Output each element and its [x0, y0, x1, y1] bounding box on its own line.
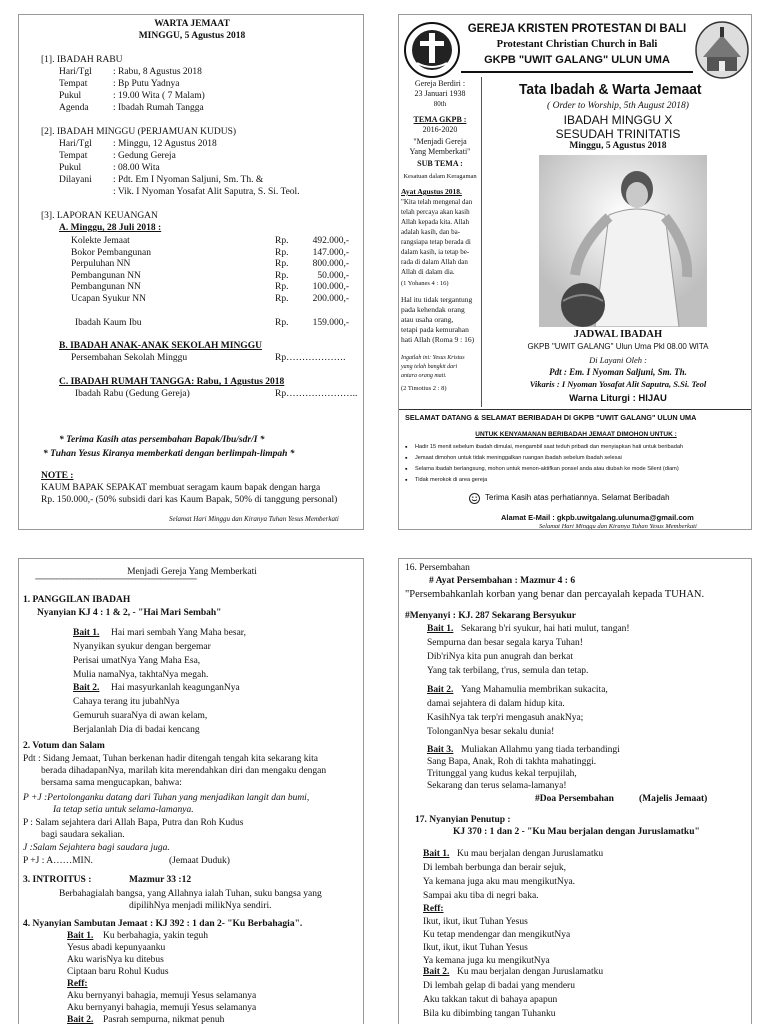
page-warta-jemaat [18, 14, 364, 530]
verse-line: dalam kasih, ia tetap be- [401, 248, 470, 256]
verse-line: Di lembah gelap di badai yang menderu [423, 981, 575, 991]
page-cover [398, 14, 752, 530]
verse-line: Ya kemana juga ku mengikutNya [423, 956, 550, 966]
finance-currency: Rp. [275, 270, 289, 281]
blessing-line: * Tuhan Yesus Kiranya memberkati dengan berlimpah-limpah * [43, 449, 295, 459]
finance-currency: Rp. [275, 247, 289, 258]
detail-value: : Vik. I Nyoman Yosafat Alit Saputra, S. Si. Teol. [113, 187, 300, 197]
verse-label: Bait 1. [67, 931, 94, 941]
bullet-icon: ▪ [405, 476, 408, 484]
column-divider [481, 77, 482, 407]
detail-value: : Ibadah Rumah Tangga [113, 103, 204, 113]
verse-line: rada di dalam Allah dan [401, 258, 468, 266]
berdiri-date: 23 Januari 1938 [414, 89, 466, 98]
separator: ======================================================== [35, 577, 197, 583]
verse-line: Berjalanlah Dia di badai kencang [73, 725, 200, 735]
verse-line: rangsiapa tetap berada di [401, 238, 471, 246]
congregation-name: GKPB "UWIT GALANG" ULUN UMA [484, 54, 670, 66]
tata-ibadah-title: Tata Ibadah & Warta Jemaat [519, 81, 702, 98]
verse-line: Nyanyikan syukur dengan bergemar [73, 642, 211, 652]
offering-verse: "Persembahkanlah korban yang benar dan percayalah kepada TUHAN. [405, 589, 705, 600]
gkpb-logo-icon [403, 21, 461, 79]
offering-prayer: #Doa Persembahan [535, 794, 614, 804]
verse-label: Bait 1. [73, 628, 100, 638]
section-heading: 17. Nyanyian Penutup : [415, 815, 511, 825]
liturgy-line: bersama sama mengucapkan, bahwa: [41, 778, 182, 788]
dilayani-label: Di Layani Oleh : [589, 355, 647, 365]
verse-reference: (1 Yohanes 4 : 16) [401, 280, 449, 287]
liturgy-color: Warna Liturgi : HIJAU [569, 393, 667, 404]
verse-line: Perisai umatNya Yang Maha Esa, [73, 656, 201, 666]
verse-line: hati Allah (Roma 9 : 16) [401, 335, 475, 344]
verse-line: Aku bernyanyi bahagia, memuji Yesus selamanya [67, 1003, 257, 1013]
verse-line: Gemuruh suaraNya di awan kelam, [73, 711, 208, 721]
liturgy-line: berada dihadapanNya, marilah kita merendahkan diri dan mengaku dengan [41, 766, 327, 776]
verse-line: Ingatlah ini: Yesus Kristus [401, 355, 465, 361]
note-line: KAUM BAPAK SEPAKAT membuat seragam kaum bapak dengan harga [41, 483, 321, 493]
jesus-image [539, 155, 707, 327]
verse-label: Bait 3. [427, 745, 454, 755]
verse-line: Yang Mahamulia membrikan sukacita, [461, 685, 608, 695]
detail-label: Tempat [59, 151, 88, 161]
verse-line: Ciptaan baru Rohul Kudus [67, 967, 169, 977]
welcome-banner: SELAMAT DATANG & SELAMAT BERIBADAH DI GKPB "UWIT GALANG" ULUN UMA [405, 413, 697, 422]
response-line: P +J : A……MIN. [23, 856, 93, 866]
verse-label: Bait 2. [427, 685, 454, 695]
verse-line: Ku mau berjalan dengan Juruslamatku [457, 849, 604, 859]
tema-heading: TEMA GKPB : [413, 115, 467, 124]
scripture-reference: Mazmur 33 :12 [129, 875, 192, 885]
email-address: Alamat E-Mail : gkpb.uwitgalang.ulunuma@gmail.com [501, 513, 694, 522]
response-line: P : Salam sejahtera dari Allah Bapa, Putra dan Roh Kudus [23, 818, 244, 828]
rule-item: Jemaat dimohon untuk tidak meninggalkan ruangan ibadah sebelum ibadah selesai [415, 455, 622, 461]
finance-currency: Rp. [275, 259, 289, 269]
subtema-heading: SUB TEMA : [417, 159, 463, 168]
detail-label: Pukul [59, 91, 82, 101]
prayer-leader: (Majelis Jemaat) [639, 794, 708, 804]
berdiri-label: Gereja Berdiri : [414, 79, 466, 88]
verse-line: Allah di dalam dia. [401, 268, 455, 276]
finance-currency: Rp. [275, 293, 289, 304]
verse-line: Muliakan Allahmu yang tiada terbandingi [461, 745, 620, 755]
verse-line: Pasrah sempurna, nikmat penuh [103, 1015, 225, 1024]
finance-label: Bokor Pembangunan [71, 247, 151, 258]
verse-line: Sampai aku tiba di negri baka. [423, 891, 539, 901]
verse-line: adalah kasih, dan ba- [401, 228, 461, 236]
pastor-name: Pdt : Em. I Nyoman Saljuni, Sm. Th. [549, 367, 687, 377]
bullet-icon: ▪ [405, 443, 408, 451]
page-liturgy-2 [398, 558, 752, 1024]
section-heading: 1. PANGGILAN IBADAH [23, 595, 131, 605]
detail-label: Hari/Tgl [59, 139, 92, 149]
church-building-icon [695, 21, 749, 79]
finance-subheading: A. Minggu, 28 Juli 2018 : [59, 223, 162, 233]
tema-text: Yang Memberkati" [409, 147, 471, 156]
verse-line: Allah kepada kita. Allah [401, 218, 470, 226]
trinitatis-title: SESUDAH TRINITATIS [555, 127, 681, 141]
verse-line: Aku bernyanyi bahagia, memuji Yesus selamanya [67, 991, 257, 1001]
note-line: Rp. 150.000,- (50% subsidi dari kas Kaum Bapak, 50% di tanggung personal) [41, 495, 338, 505]
detail-label: Hari/Tgl [59, 67, 92, 77]
verse-line: Yang tak terbilang, t'rus, semula dan tetap. [427, 666, 589, 676]
verse-line: Mulia namaNya, takhtaNya megah. [73, 670, 209, 680]
verse-line: Yesus abadi kepunyaanku [67, 943, 166, 953]
rule-item: Selama ibadah berlangsung, mohon untuk menon-aktifkan ponsel anda atau diubah ke mode Silent (diam) [415, 466, 679, 472]
verse-line: atau usaha orang, [401, 315, 454, 324]
verse-line: damai sejahtera di dalam hidup kita. [427, 699, 565, 709]
detail-label: Agenda [59, 103, 89, 113]
finance-amount: 100.000,- [312, 282, 349, 292]
introitus-text: dipilihNya menjadi milikNya sendiri. [129, 901, 272, 911]
smiley-icon [469, 493, 480, 504]
verse-line: Cahaya terang itu jubahNya [73, 697, 180, 707]
church-name-en: Protestant Christian Church in Bali [496, 39, 658, 50]
finance-label: Pembangunan NN [71, 270, 141, 281]
warta-title: WARTA JEMAAT [154, 19, 230, 29]
verse-line: yang telah bangkit dari [401, 364, 458, 370]
finance-label: Pembangunan NN [71, 282, 141, 292]
song-title: #Menyanyi : KJ. 287 Sekarang Bersyukur [405, 611, 577, 621]
verse-label: Bait 2. [73, 683, 100, 693]
note-heading: NOTE : [41, 471, 74, 481]
detail-value: : 08.00 Wita [113, 163, 160, 173]
verse-line: Ku berbahagia, yakin teguh [103, 931, 208, 941]
ibadah-title: IBADAH MINGGU X [563, 113, 673, 127]
verse-line: Sang Bapa, Anak, Roh di takhta mahatinggi. [427, 757, 597, 767]
response-line: P +J :Pertolonganku datang dari Tuhan yang menjadikan langit dan bumi, [23, 793, 310, 803]
section-heading: [1]. IBADAH RABU [41, 55, 123, 65]
detail-value: : Pdt. Em I Nyoman Saljuni, Sm. Th. & [113, 175, 264, 185]
header-divider [461, 71, 693, 73]
section-heading: 4. Nyanyian Sambutan Jemaat : KJ 392 : 1 dan 2- "Ku Berbahagia". [23, 919, 303, 929]
detail-value: : Rabu, 8 Agustus 2018 [113, 67, 202, 77]
finance-amount: 800.000,- [312, 259, 349, 269]
warta-date: MINGGU, 5 Agustus 2018 [138, 31, 246, 41]
verse-line: TolonganNya besar sekalu dunia! [427, 727, 555, 737]
finance-currency: Rp. [275, 282, 289, 292]
verse-reference: (2 Timotius 2 : 8) [401, 385, 447, 392]
liturgy-line: Pdt : Sidang Jemaat, Tuhan berkenan hadir ditengah tengah kita sekarang kita [23, 754, 318, 764]
verse-line: "Kita telah mengenal dan [401, 198, 473, 206]
tema-text: "Menjadi Gereja [413, 137, 467, 146]
order-of-worship: ( Order to Worship, 5th August 2018) [547, 101, 689, 111]
verse-line: Bila ku dibimbing tangan Tuhanku [423, 1009, 556, 1019]
verse-label: Reff: [423, 904, 444, 914]
bullet-icon: ▪ [405, 465, 408, 473]
ayat-heading: Ayat Agustus 2018. [401, 187, 462, 196]
verse-line: Sekarang b'ri syukur, hai hati mulut, tangan! [461, 624, 630, 634]
jadwal-detail: GKPB "UWIT GALANG" Ulun Uma Pkl 08.00 WITA [527, 342, 709, 351]
verse-line: Di lembah berbunga dan berair sejuk, [423, 863, 566, 873]
verse-label: Reff: [67, 979, 88, 989]
detail-label: Tempat [59, 79, 88, 89]
verse-line: Hai masyurkanlah keagunganNya [111, 683, 240, 693]
verse-label: Bait 1. [427, 624, 454, 634]
verse-line: Tritunggal yang kudus kekal terpujilah, [427, 769, 577, 779]
verse-line: Sekarang dan terus selama-lamanya! [427, 781, 567, 791]
finance-subheading: B. IBADAH ANAK-ANAK SEKOLAH MINGGU [59, 341, 262, 351]
verse-line: Ku mau berjalan dengan Juruslamatku [457, 967, 604, 977]
rule-item: Hadir 15 menit sebelum ibadah dimulai, mengambil saat teduh pribadi dan menyiapkan hati untuk beribadah [415, 444, 684, 450]
finance-amount: 50.000,- [317, 270, 349, 281]
finance-amount: 492.000,- [312, 236, 349, 246]
section-heading: [3]. LAPORAN KEUANGAN [41, 211, 158, 221]
detail-value: : 19.00 Wita ( 7 Malam) [113, 91, 205, 101]
vicar-name: Vikaris : I Nyoman Yosafat Alit Saputra, S.Si. Teol [529, 379, 707, 389]
song-title: Nyanyian KJ 4 : 1 & 2, - "Hai Mari Sembah" [37, 608, 222, 618]
finance-label: Persembahan Sekolah Minggu [71, 353, 188, 363]
liturgy-title: Menjadi Gereja Yang Memberkati [127, 567, 257, 577]
response-note: (Jemaat Duduk) [169, 856, 230, 866]
section-heading: [2]. IBADAH MINGGU (PERJAMUAN KUDUS) [41, 127, 237, 137]
finance-amount: 200.000,- [312, 293, 349, 304]
bullet-icon: ▪ [405, 454, 408, 462]
tema-years: 2016-2020 [422, 125, 458, 134]
finance-currency: Rp. [275, 236, 289, 246]
cover-date: Minggu, 5 Agustus 2018 [569, 141, 667, 151]
thanks-line: * Terima Kasih atas persembahan Bapak/Ibu/sdr/I * [59, 435, 265, 445]
detail-value: : Minggu, 12 Agustus 2018 [113, 139, 217, 149]
jadwal-heading: JADWAL IBADAH [573, 329, 663, 340]
finance-amount: Rp………………….. [275, 389, 358, 399]
verse-label: Bait 2. [67, 1015, 94, 1024]
finance-amount: 159.000,- [312, 318, 349, 328]
finance-label: Ucapan Syukur NN [71, 293, 146, 304]
section-heading: 3. INTROITUS : [23, 875, 92, 885]
verse-line: Aku takkan takut di bahaya apapun [423, 995, 558, 1005]
offering-verse-heading: # Ayat Persembahan : Mazmur 4 : 6 [429, 576, 576, 586]
verse-line: Sempurna dan besar segala karya Tuhan! [427, 638, 583, 648]
verse-label: Bait 2. [423, 967, 450, 977]
verse-line: pada kehendak orang [401, 305, 465, 314]
verse-line: telah percaya akan kasih [401, 208, 470, 216]
page-footer: Selamat Hari Minggu dan Kiranya Tuhan Yesus Memberkati [539, 523, 697, 530]
finance-subheading: C. IBADAH RUMAH TANGGA: Rabu, 1 Agustus 2018 [59, 377, 285, 387]
finance-amount: Rp………………. [275, 353, 346, 363]
verse-line: Ikut, ikut, ikut Tuhan Yesus [423, 943, 528, 953]
detail-value: : Bp Putu Yadnya [113, 79, 180, 89]
comfort-heading: UNTUK KENYAMANAN BERIBADAH JEMAAT DIMOHON UNTUK : [475, 431, 677, 438]
rule-item: Tidak merokok di area gereja [415, 477, 488, 483]
verse-line: Hal itu tidak tergantung [401, 295, 473, 304]
page-footer: Selamat Hari Minggu dan Kiranya Tuhan Yesus Memberkati [169, 515, 339, 523]
verse-line: Hai mari sembah Yang Maha besar, [111, 628, 246, 638]
detail-value: : Gedung Gereja [113, 151, 176, 161]
response-line: Ia tetap setia untuk selama-lamanya. [53, 805, 194, 815]
verse-line: KasihNya tak terp'ri mengasuh anakNya; [427, 713, 584, 723]
finance-label: Ibadah Kaum Ibu [75, 318, 142, 328]
section-divider [399, 409, 752, 410]
verse-line: tetapi pada kemurahan [401, 325, 469, 334]
detail-label: Pukul [59, 163, 82, 173]
finance-currency: Rp. [275, 318, 289, 328]
finance-amount: 147.000,- [312, 247, 349, 258]
verse-line: Aku warisNya ku ditebus [67, 955, 164, 965]
finance-label: Kolekte Jemaat [71, 236, 130, 246]
anniversary: 80th [433, 100, 447, 108]
verse-line: Ya kemana juga aku mau mengikutNya. [423, 877, 576, 887]
verse-line: Ku tetap mendengar dan mengikutNya [423, 930, 571, 940]
response-line: bagi saudara sekalian. [41, 830, 125, 840]
song-title: KJ 370 : 1 dan 2 - "Ku Mau berjalan dengan Juruslamatku" [453, 827, 700, 837]
verse-line: Ikut, ikut, ikut Tuhan Yesus [423, 917, 528, 927]
finance-label: Perpuluhan NN [71, 259, 131, 269]
detail-label: Dilayani [59, 175, 92, 185]
section-heading: 2. Votum dan Salam [23, 741, 105, 751]
thanks-message: Terima Kasih atas perhatiannya. Selamat Beribadah [485, 493, 670, 502]
section-heading: 16. Persembahan [405, 563, 470, 573]
page-liturgy-1 [18, 558, 364, 1024]
verse-label: Bait 1. [423, 849, 450, 859]
response-line: J :Salam Sejahtera bagi saudara juga. [23, 843, 170, 853]
subtema-text: Kesatuan dalam Keragaman [403, 173, 477, 180]
verse-line: Dib'riNya kita pun anugrah dan berkat [427, 652, 574, 662]
introitus-text: Berbahagialah bangsa, yang Allahnya ialah Tuhan, suku bangsa yang [59, 889, 322, 899]
church-name: GEREJA KRISTEN PROTESTAN DI BALI [467, 23, 687, 35]
verse-line: antara orang mati. [401, 373, 447, 379]
finance-label: Ibadah Rabu (Gedung Gereja) [75, 389, 190, 399]
